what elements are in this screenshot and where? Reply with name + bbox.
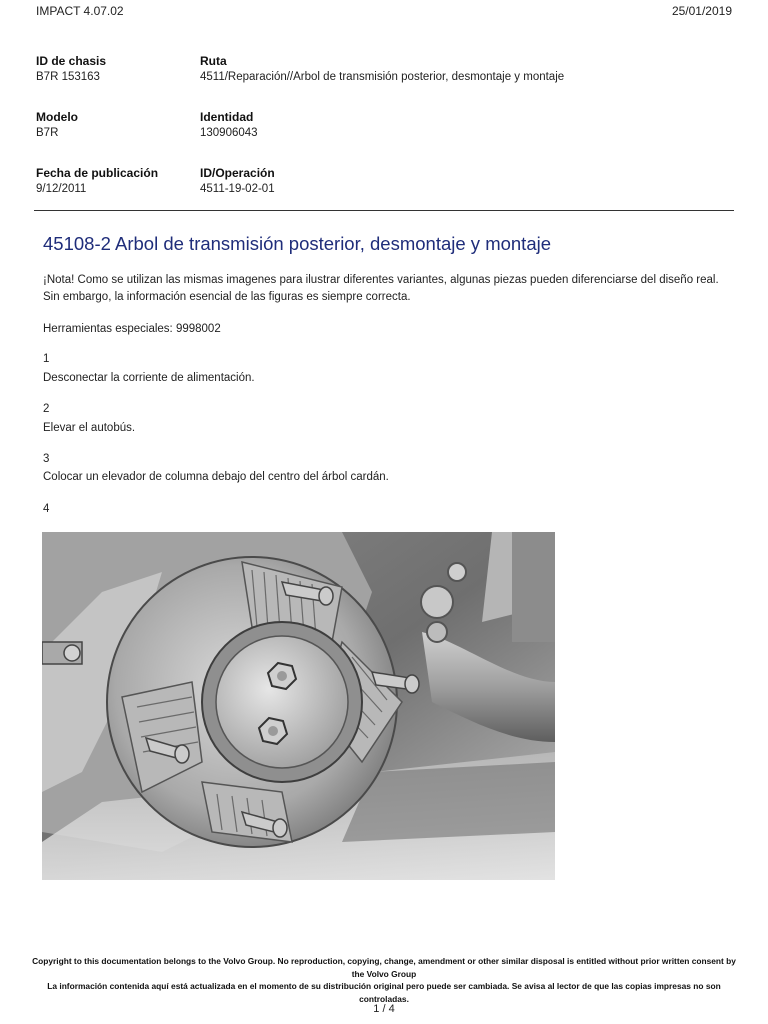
disclaimer-notice: La información contenida aquí está actualizada en el momento de su distribución original pero puede ser cambiada. Se avisa al lector de que las copias impresas no son controladas. (47, 981, 721, 1004)
metadata-row (36, 54, 736, 110)
page-number: 1 / 4 (373, 1003, 395, 1015)
operation-id-label: ID/Operación (200, 166, 275, 180)
metadata-row (36, 110, 736, 166)
publication-date-label: Fecha de publicación (36, 166, 159, 180)
app-version: IMPACT 4.07.02 (36, 4, 124, 18)
document-title: 45108-2 Arbol de transmisión posterior, desmontaje y montaje (43, 233, 552, 254)
model-cell (36, 110, 196, 140)
operation-id-value: 4511-19-02-01 (200, 183, 275, 195)
publication-date-value: 9/12/2011 (36, 183, 87, 195)
copyright-notice: Copyright to this documentation belongs to the Volvo Group. No reproduction, copying, change, amendment or other similar disposal is entitled without prior written consent by the Volvo Group (32, 956, 736, 979)
model-value: B7R (36, 127, 59, 139)
step-text: Colocar un elevador de columna debajo del centro del árbol cardán. (43, 471, 389, 483)
flange-photo (42, 532, 555, 880)
top-bar (36, 4, 732, 20)
route-value: 4511/Reparación//Arbol de transmisión posterior, desmontaje y montaje (200, 71, 565, 83)
identity-label: Identidad (200, 110, 254, 124)
print-date: 25/01/2019 (671, 4, 732, 18)
special-tools: Herramientas especiales: 9998002 (43, 323, 221, 335)
step-number: 4 (43, 503, 50, 515)
step-text: Desconectar la corriente de alimentación. (43, 372, 255, 384)
identity-cell (200, 110, 720, 140)
header-divider (34, 210, 734, 211)
metadata-table (36, 54, 736, 222)
route-label: Ruta (200, 54, 227, 68)
chassis-id-label: ID de chasis (36, 54, 107, 68)
chassis-id-cell (36, 54, 196, 84)
page-footer (30, 955, 738, 1005)
publication-date-cell (36, 166, 196, 196)
operation-id-cell (200, 166, 720, 196)
note-paragraph: ¡Nota! Como se utilizan las mismas imagenes para ilustrar diferentes variantes, algunas piezas pueden diferenciarse del diseño real. Sin embargo, la información esencial de las figuras es siempre correcta. (43, 274, 719, 303)
step-number: 1 (43, 353, 50, 365)
step-number: 3 (43, 453, 50, 465)
metadata-row (36, 166, 736, 222)
route-cell (200, 54, 720, 84)
chassis-id-value: B7R 153163 (36, 71, 100, 83)
step-text: Elevar el autobús. (43, 422, 136, 434)
identity-value: 130906043 (200, 127, 258, 139)
step-number: 2 (43, 403, 50, 415)
model-label: Modelo (36, 110, 78, 124)
